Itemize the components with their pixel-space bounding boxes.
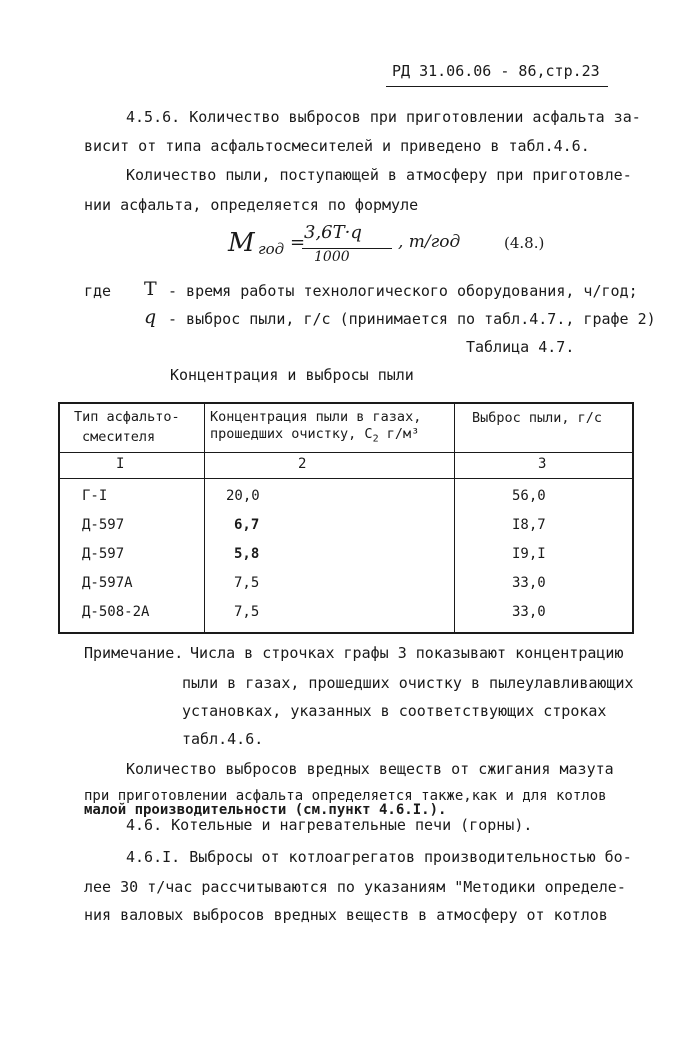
header-col1-line2: смесителя <box>82 429 156 445</box>
para-dust-line1: Количество пыли, поступающей в атмосферу при приготовле- <box>126 166 632 184</box>
para-mazut-line2a: при приготовлении асфальта определяется также,как и для котлов <box>84 788 607 804</box>
formula-denominator: 1000 <box>314 249 350 265</box>
note-line3: установках, указанных в соответствующих строках <box>182 702 607 720</box>
where-q-symbol: q <box>144 306 157 328</box>
row1-type: Г-I <box>82 488 108 504</box>
where-q-description: - выброс пыли, г/с (принимается по табл.4.7., графе 2) <box>168 310 656 328</box>
row3-type: Д-597 <box>82 546 125 562</box>
col-number-3: 3 <box>538 456 547 472</box>
para-456-line1: 4.5.6. Количество выбросов при приготовлении асфальта за- <box>126 108 641 126</box>
row2-emission: I8,7 <box>512 517 546 533</box>
note-line2: пыли в газах, прошедших очистку в пылеулавливающих <box>182 674 634 692</box>
row5-type: Д-508-2А <box>82 604 150 620</box>
table-header-divider <box>60 452 632 453</box>
row4-type: Д-597А <box>82 575 133 591</box>
formula-unit: , т/год <box>398 232 461 252</box>
emission-formula <box>228 222 588 272</box>
para-dust-line2: нии асфальта, определяется по формуле <box>84 196 419 214</box>
table-number: Таблица 4.7. <box>466 338 575 356</box>
formula-numerator: 3,6T·q <box>304 222 362 243</box>
section-46-heading: 4.6. Котельные и нагревательные печи (горны). <box>126 816 533 834</box>
header-col1-line1: Тип асфальто- <box>74 409 180 425</box>
header-col2-unit: г/м³ <box>378 426 420 442</box>
row5-emission: 33,0 <box>512 604 546 620</box>
row4-emission: 33,0 <box>512 575 546 591</box>
note-line4: табл.4.6. <box>182 730 264 748</box>
para-461-line2: лее 30 т/час рассчитываются по указаниям "Методики определе- <box>84 878 626 896</box>
header-col2-line1: Концентрация пыли в газах, <box>210 409 422 425</box>
table-colnum-divider <box>60 478 632 479</box>
header-col2-line2 <box>210 426 419 448</box>
header-col2-subscript: 2 <box>372 433 379 445</box>
document-reference: РД 31.06.06 - 86,стр.23 <box>392 62 600 80</box>
row2-concentration: 6,7 <box>234 517 260 533</box>
formula-equals: = <box>290 232 306 253</box>
formula-subscript: год <box>258 240 285 258</box>
header-col3: Выброс пыли, г/с <box>472 410 603 426</box>
row1-emission: 56,0 <box>512 488 546 504</box>
para-mazut-line2b: малой производительности (см.пункт 4.6.I.). <box>84 802 447 818</box>
col-number-1: I <box>116 456 125 472</box>
para-461-line3: ния валовых выбросов вредных веществ в атмосферу от котлов <box>84 906 608 924</box>
para-456-line2: висит от типа асфальтосмесителей и приведено в табл.4.6. <box>84 137 590 155</box>
row3-concentration: 5,8 <box>234 546 260 562</box>
where-label: где <box>84 282 112 300</box>
note-line1: Числа в строчках графы 3 показывают концентрацию <box>190 644 624 662</box>
table-caption: Концентрация и выбросы пыли <box>170 366 414 384</box>
row1-concentration: 20,0 <box>226 488 260 504</box>
table-divider-col2 <box>204 404 205 632</box>
formula-m: M <box>228 228 255 258</box>
para-mazut-line1: Количество выбросов вредных веществ от сжигания мазута <box>126 760 614 778</box>
header-col2-text: прошедших очистку, C <box>210 426 373 442</box>
dust-table <box>58 402 634 634</box>
where-t-symbol: T <box>144 278 157 300</box>
row2-type: Д-597 <box>82 517 125 533</box>
row3-emission: I9,I <box>512 546 546 562</box>
where-t-description: - время работы технологического оборудования, ч/год; <box>168 282 638 300</box>
col-number-2: 2 <box>298 456 307 472</box>
row5-concentration: 7,5 <box>234 604 260 620</box>
para-461-line1: 4.6.I. Выбросы от котлоагрегатов производительностью бо- <box>126 848 632 866</box>
table-divider-col3 <box>454 404 455 632</box>
row4-concentration: 7,5 <box>234 575 260 591</box>
formula-number: (4.8.) <box>504 234 545 252</box>
note-label: Примечание. <box>84 644 184 662</box>
header-underline <box>386 86 608 87</box>
